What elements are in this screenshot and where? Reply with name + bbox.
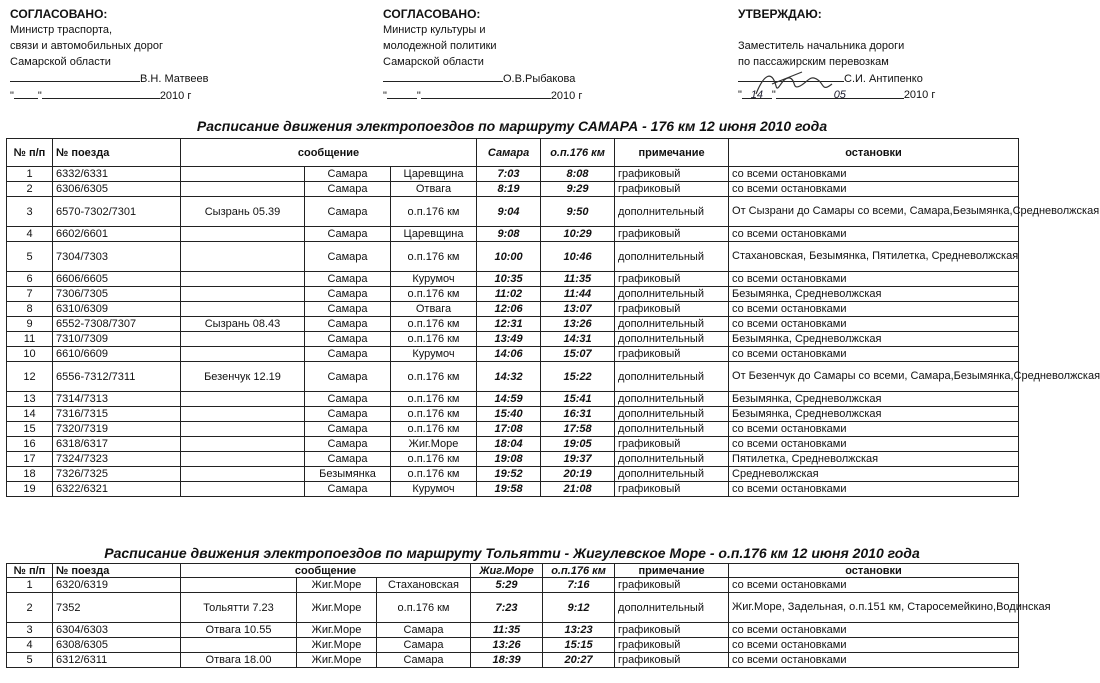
cell-from: Самара [305, 167, 391, 182]
approval-line: молодежной политики [383, 40, 497, 52]
cell-departure: 9:08 [477, 227, 541, 242]
cell-departure: 9:04 [477, 197, 541, 227]
cell-to: Курумоч [391, 482, 477, 497]
cell-number: 3 [7, 197, 53, 227]
cell-train: 6308/6305 [53, 638, 181, 653]
table-row [7, 317, 1019, 332]
cell-arrival: 19:05 [541, 437, 615, 452]
cell-departure: 14:32 [477, 362, 541, 392]
cell-note: графиковый [615, 578, 729, 593]
table-row [7, 182, 1019, 197]
cell-departure: 19:58 [477, 482, 541, 497]
cell-train: 6606/6605 [53, 272, 181, 287]
table-row [7, 302, 1019, 317]
cell-from: Самара [305, 332, 391, 347]
date-month-handwritten: 05 [776, 87, 904, 99]
cell-from: Самара [305, 287, 391, 302]
cell-number: 5 [7, 653, 53, 668]
date-day-handwritten: 14 [742, 87, 772, 99]
table-row [7, 272, 1019, 287]
cell-from: Жиг.Море [297, 593, 377, 623]
cell-from: Безымянка [305, 467, 391, 482]
cell-arrival: 20:27 [543, 653, 615, 668]
cell-stops: От Безенчук до Самары со всеми, Самара,Безымянка,Средневолжская [729, 362, 1019, 392]
cell-arrival: 13:23 [543, 623, 615, 638]
cell-stops: со всеми остановками [729, 422, 1019, 437]
cell-stops: со всеми остановками [729, 347, 1019, 362]
table-row [7, 287, 1019, 302]
cell-number: 14 [7, 407, 53, 422]
approval-signatory: С.И. Антипенко [844, 73, 923, 85]
approval-header: СОГЛАСОВАНО: [383, 7, 481, 21]
cell-arrival: 11:44 [541, 287, 615, 302]
cell-note: дополнительный [615, 407, 729, 422]
header-number: № п/п [7, 139, 53, 167]
cell-origin [181, 467, 305, 482]
cell-stops: Пятилетка, Средневолжская [729, 452, 1019, 467]
cell-from: Самара [305, 422, 391, 437]
cell-train: 6320/6319 [53, 578, 181, 593]
cell-to: Самара [377, 638, 471, 653]
cell-to: Стахановская [377, 578, 471, 593]
cell-arrival: 15:22 [541, 362, 615, 392]
cell-to: о.п.176 км [391, 467, 477, 482]
cell-to: Курумоч [391, 272, 477, 287]
table-row [7, 227, 1019, 242]
cell-arrival: 8:08 [541, 167, 615, 182]
cell-to: Курумоч [391, 347, 477, 362]
cell-from: Самара [305, 437, 391, 452]
cell-note: графиковый [615, 272, 729, 287]
cell-stops: со всеми остановками [729, 638, 1019, 653]
cell-to: о.п.176 км [391, 242, 477, 272]
cell-from: Жиг.Море [297, 623, 377, 638]
approval-year: 2010 г [550, 90, 583, 102]
cell-from: Самара [305, 197, 391, 227]
cell-from: Самара [305, 452, 391, 467]
cell-train: 6322/6321 [53, 482, 181, 497]
cell-number: 4 [7, 638, 53, 653]
cell-origin [181, 437, 305, 452]
table-row [7, 623, 1019, 638]
cell-number: 18 [7, 467, 53, 482]
table-row [7, 347, 1019, 362]
cell-from: Самара [305, 302, 391, 317]
cell-arrival: 15:41 [541, 392, 615, 407]
cell-stops: От Сызрани до Самары со всеми, Самара,Безымянка,Средневолжская [729, 197, 1019, 227]
cell-origin [181, 422, 305, 437]
cell-number: 8 [7, 302, 53, 317]
approval-signatory: О.В.Рыбакова [503, 73, 576, 85]
cell-origin [181, 242, 305, 272]
approval-header: СОГЛАСОВАНО: [10, 7, 108, 21]
table-row [7, 197, 1019, 227]
cell-arrival: 9:12 [543, 593, 615, 623]
cell-origin [181, 332, 305, 347]
cell-departure: 17:08 [477, 422, 541, 437]
cell-origin: Отвага 10.55 [181, 623, 297, 638]
cell-stops: со всеми остановками [729, 167, 1019, 182]
cell-from: Жиг.Море [297, 578, 377, 593]
cell-origin [181, 227, 305, 242]
cell-number: 11 [7, 332, 53, 347]
cell-train: 7326/7325 [53, 467, 181, 482]
cell-to: Самара [377, 653, 471, 668]
cell-train: 7306/7305 [53, 287, 181, 302]
cell-from: Самара [305, 317, 391, 332]
cell-departure: 15:40 [477, 407, 541, 422]
cell-to: о.п.176 км [391, 392, 477, 407]
cell-stops: со всеми остановками [729, 653, 1019, 668]
approval-year: 2010 г [159, 90, 192, 102]
cell-departure: 10:35 [477, 272, 541, 287]
cell-stops: со всеми остановками [729, 302, 1019, 317]
table-row [7, 653, 1019, 668]
header-train: № поезда [53, 139, 181, 167]
cell-number: 19 [7, 482, 53, 497]
header-departure: Самара [477, 139, 541, 167]
cell-arrival: 10:46 [541, 242, 615, 272]
approval-block [0, 0, 1024, 108]
table2-title: Расписание движения электропоездов по маршруту Тольятти - Жигулевское Море - о.п.176 км 12 июня 2010 года [104, 545, 920, 561]
approval-year: 2010 г [903, 89, 936, 101]
table-row [7, 167, 1019, 182]
cell-arrival: 15:07 [541, 347, 615, 362]
cell-note: графиковый [615, 437, 729, 452]
cell-train: 7316/7315 [53, 407, 181, 422]
cell-stops: Средневолжская [729, 467, 1019, 482]
table-row [7, 422, 1019, 437]
cell-from: Жиг.Море [297, 653, 377, 668]
cell-note: графиковый [615, 482, 729, 497]
date-quote-close: " [37, 90, 42, 102]
cell-note: графиковый [615, 167, 729, 182]
cell-number: 1 [7, 167, 53, 182]
cell-number: 6 [7, 272, 53, 287]
cell-train: 6610/6609 [53, 347, 181, 362]
cell-stops: Безымянка, Средневолжская [729, 392, 1019, 407]
cell-arrival: 9:50 [541, 197, 615, 227]
approval-minister-culture [383, 6, 582, 104]
cell-stops: Стахановская, Безымянка, Пятилетка, Средневолжская [729, 242, 1019, 272]
cell-number: 4 [7, 227, 53, 242]
cell-origin [181, 392, 305, 407]
cell-train: 7314/7313 [53, 392, 181, 407]
cell-to: о.п.176 км [391, 317, 477, 332]
cell-stops: со всеми остановками [729, 482, 1019, 497]
header-note: примечание [615, 564, 729, 578]
table-row [7, 437, 1019, 452]
cell-stops: со всеми остановками [729, 227, 1019, 242]
cell-note: графиковый [615, 347, 729, 362]
cell-number: 16 [7, 437, 53, 452]
header-number: № п/п [7, 564, 53, 578]
approval-line: связи и автомобильных дорог [10, 40, 163, 52]
cell-arrival: 7:16 [543, 578, 615, 593]
cell-origin [181, 182, 305, 197]
date-quote-open: " [10, 90, 14, 102]
cell-to: Царевщина [391, 167, 477, 182]
cell-note: дополнительный [615, 392, 729, 407]
cell-stops: со всеми остановками [729, 437, 1019, 452]
cell-train: 7310/7309 [53, 332, 181, 347]
cell-from: Самара [305, 362, 391, 392]
approval-line: Министр траспорта, [10, 24, 113, 36]
cell-to: о.п.176 км [391, 422, 477, 437]
approval-line: Самарской области [10, 56, 111, 68]
date-quote-open: " [383, 90, 387, 102]
cell-departure: 11:35 [471, 623, 543, 638]
cell-note: дополнительный [615, 287, 729, 302]
cell-train: 7324/7323 [53, 452, 181, 467]
table-row [7, 392, 1019, 407]
date-month-line [42, 87, 160, 99]
cell-train: 7320/7319 [53, 422, 181, 437]
header-stops: остановки [729, 139, 1019, 167]
cell-train: 6602/6601 [53, 227, 181, 242]
cell-stops: со всеми остановками [729, 182, 1019, 197]
handwritten-signature [752, 64, 842, 104]
cell-from: Самара [305, 242, 391, 272]
cell-origin: Тольятти 7.23 [181, 593, 297, 623]
table-row [7, 593, 1019, 623]
cell-origin [181, 407, 305, 422]
cell-departure: 10:00 [477, 242, 541, 272]
cell-stops: со всеми остановками [729, 623, 1019, 638]
approval-header: УТВЕРЖДАЮ: [738, 7, 822, 21]
date-quote-close: " [416, 90, 421, 102]
table-header-row [7, 139, 1019, 167]
signature-line [10, 70, 140, 82]
cell-stops: Безымянка, Средневолжская [729, 287, 1019, 302]
header-arrival: о.п.176 км [543, 564, 615, 578]
cell-train: 6306/6305 [53, 182, 181, 197]
cell-departure: 12:31 [477, 317, 541, 332]
cell-from: Самара [305, 272, 391, 287]
cell-note: дополнительный [615, 593, 729, 623]
cell-from: Самара [305, 407, 391, 422]
cell-arrival: 20:19 [541, 467, 615, 482]
cell-origin: Отвага 18.00 [181, 653, 297, 668]
cell-arrival: 9:29 [541, 182, 615, 197]
cell-arrival: 13:26 [541, 317, 615, 332]
cell-departure: 19:08 [477, 452, 541, 467]
cell-stops: Жиг.Море, Задельная, о.п.151 км, Старосемейкино,Водинская [729, 593, 1019, 623]
cell-departure: 13:26 [471, 638, 543, 653]
cell-to: Отвага [391, 302, 477, 317]
cell-departure: 7:23 [471, 593, 543, 623]
cell-note: графиковый [615, 302, 729, 317]
table-row [7, 452, 1019, 467]
date-quote-close: " [771, 89, 776, 101]
cell-number: 2 [7, 593, 53, 623]
cell-train: 6318/6317 [53, 437, 181, 452]
cell-departure: 7:03 [477, 167, 541, 182]
header-route: сообщение [181, 564, 471, 578]
cell-to: о.п.176 км [391, 287, 477, 302]
approval-line: Самарской области [383, 56, 484, 68]
cell-origin [181, 578, 297, 593]
cell-departure: 18:04 [477, 437, 541, 452]
signature-line [383, 70, 503, 82]
cell-number: 3 [7, 623, 53, 638]
cell-arrival: 10:29 [541, 227, 615, 242]
cell-note: дополнительный [615, 452, 729, 467]
cell-from: Самара [305, 182, 391, 197]
cell-origin [181, 482, 305, 497]
cell-stops: со всеми остановками [729, 578, 1019, 593]
cell-from: Самара [305, 347, 391, 362]
approval-line: по пассажирским перевозкам [738, 56, 889, 68]
cell-to: Отвага [391, 182, 477, 197]
table-row [7, 362, 1019, 392]
cell-arrival: 11:35 [541, 272, 615, 287]
cell-origin [181, 272, 305, 287]
approval-line: Министр культуры и [383, 24, 486, 36]
table-row [7, 482, 1019, 497]
schedule-table-samara [6, 138, 1100, 497]
cell-number: 12 [7, 362, 53, 392]
date-quote-open: " [738, 89, 742, 101]
cell-departure: 14:06 [477, 347, 541, 362]
cell-train: 6570-7302/7301 [53, 197, 181, 227]
cell-note: графиковый [615, 638, 729, 653]
cell-train: 6552-7308/7307 [53, 317, 181, 332]
cell-arrival: 19:37 [541, 452, 615, 467]
cell-arrival: 16:31 [541, 407, 615, 422]
cell-from: Жиг.Море [297, 638, 377, 653]
cell-stops: со всеми остановками [729, 317, 1019, 332]
cell-to: Жиг.Море [391, 437, 477, 452]
table-row [7, 578, 1019, 593]
cell-departure: 19:52 [477, 467, 541, 482]
table1-title: Расписание движения электропоездов по маршруту САМАРА - 176 км 12 июня 2010 года [196, 118, 828, 134]
cell-note: дополнительный [615, 422, 729, 437]
cell-train: 6310/6309 [53, 302, 181, 317]
cell-number: 15 [7, 422, 53, 437]
cell-origin: Безенчук 12.19 [181, 362, 305, 392]
cell-departure: 11:02 [477, 287, 541, 302]
cell-note: дополнительный [615, 467, 729, 482]
cell-departure: 8:19 [477, 182, 541, 197]
header-note: примечание [615, 139, 729, 167]
cell-to: о.п.176 км [391, 362, 477, 392]
cell-from: Самара [305, 482, 391, 497]
header-arrival: о.п.176 км [541, 139, 615, 167]
cell-note: дополнительный [615, 317, 729, 332]
cell-arrival: 21:08 [541, 482, 615, 497]
cell-train: 6312/6311 [53, 653, 181, 668]
table-header-row [7, 564, 1019, 578]
cell-origin [181, 452, 305, 467]
cell-to: о.п.176 км [391, 452, 477, 467]
cell-departure: 13:49 [477, 332, 541, 347]
cell-origin: Сызрань 08.43 [181, 317, 305, 332]
table-row [7, 332, 1019, 347]
cell-number: 1 [7, 578, 53, 593]
schedule-table-togliatti [6, 563, 1051, 668]
cell-train: 7304/7303 [53, 242, 181, 272]
table-row [7, 407, 1019, 422]
cell-arrival: 17:58 [541, 422, 615, 437]
cell-note: дополнительный [615, 332, 729, 347]
cell-train: 7352 [53, 593, 181, 623]
cell-stops: со всеми остановками [729, 272, 1019, 287]
cell-origin [181, 302, 305, 317]
cell-note: графиковый [615, 623, 729, 638]
cell-departure: 14:59 [477, 392, 541, 407]
cell-train: 6304/6303 [53, 623, 181, 638]
header-departure: Жиг.Море [471, 564, 543, 578]
cell-origin [181, 287, 305, 302]
table-row [7, 638, 1019, 653]
header-stops: остановки [729, 564, 1019, 578]
cell-origin: Сызрань 05.39 [181, 197, 305, 227]
cell-note: графиковый [615, 182, 729, 197]
cell-stops: Безымянка, Средневолжская [729, 407, 1019, 422]
cell-number: 13 [7, 392, 53, 407]
cell-number: 7 [7, 287, 53, 302]
header-route: сообщение [181, 139, 477, 167]
cell-to: о.п.176 км [391, 197, 477, 227]
cell-arrival: 14:31 [541, 332, 615, 347]
cell-to: о.п.176 км [391, 332, 477, 347]
cell-to: о.п.176 км [391, 407, 477, 422]
cell-note: дополнительный [615, 197, 729, 227]
cell-note: дополнительный [615, 242, 729, 272]
cell-departure: 18:39 [471, 653, 543, 668]
approval-line: Заместитель начальника дороги [738, 40, 905, 52]
cell-number: 5 [7, 242, 53, 272]
date-month-line [421, 87, 551, 99]
cell-departure: 12:06 [477, 302, 541, 317]
cell-number: 9 [7, 317, 53, 332]
cell-from: Самара [305, 227, 391, 242]
cell-stops: Безымянка, Средневолжская [729, 332, 1019, 347]
cell-origin [181, 167, 305, 182]
cell-number: 17 [7, 452, 53, 467]
cell-from: Самара [305, 392, 391, 407]
cell-train: 6332/6331 [53, 167, 181, 182]
date-day-line [14, 87, 38, 99]
table-row [7, 467, 1019, 482]
cell-note: графиковый [615, 653, 729, 668]
cell-number: 2 [7, 182, 53, 197]
cell-to: о.п.176 км [377, 593, 471, 623]
cell-origin [181, 638, 297, 653]
cell-departure: 5:29 [471, 578, 543, 593]
date-day-line [387, 87, 417, 99]
header-train: № поезда [53, 564, 181, 578]
cell-arrival: 15:15 [543, 638, 615, 653]
approval-minister-transport [10, 6, 208, 104]
approval-signatory: В.Н. Матвеев [140, 73, 209, 85]
cell-note: графиковый [615, 227, 729, 242]
cell-arrival: 13:07 [541, 302, 615, 317]
cell-number: 10 [7, 347, 53, 362]
cell-to: Самара [377, 623, 471, 638]
cell-train: 6556-7312/7311 [53, 362, 181, 392]
cell-to: Царевщина [391, 227, 477, 242]
cell-origin [181, 347, 305, 362]
table-row [7, 242, 1019, 272]
cell-note: дополнительный [615, 362, 729, 392]
